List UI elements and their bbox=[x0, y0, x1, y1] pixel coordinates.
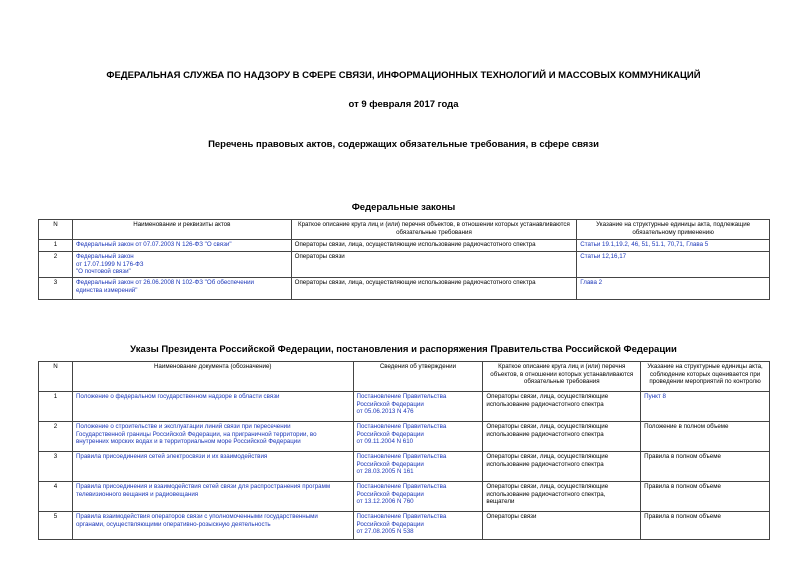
document-subject: Перечень правовых актов, содержащих обязательные требования, в сфере связи bbox=[208, 139, 599, 150]
act-link-line[interactable]: от 09.11.2004 N 610 bbox=[356, 438, 414, 446]
text-line: Операторы связи, лица, осуществляющие bbox=[486, 423, 609, 430]
text-line: использование радиочастотного спектра bbox=[486, 460, 604, 468]
act-link-line[interactable]: Федеральный закон от 07.07.2003 N 126-ФЗ "О связи" bbox=[75, 241, 232, 248]
act-link-line[interactable]: Постановление Правительства bbox=[356, 513, 447, 520]
row-number: 3 bbox=[39, 452, 73, 482]
structural-units bbox=[641, 512, 770, 540]
units-text: Правила в полном объеме bbox=[644, 453, 721, 460]
header-n: N bbox=[39, 220, 73, 240]
act-description: Операторы связи, лица, осуществляющие использование радиочастотного спектра bbox=[291, 278, 577, 300]
act-link-line[interactable]: Российской Федерации bbox=[356, 490, 424, 498]
document-name bbox=[72, 512, 353, 540]
agency-title: ФЕДЕРАЛЬНАЯ СЛУЖБА ПО НАДЗОРУ В СФЕРЕ СВЯЗИ, ИНФОРМАЦИОННЫХ ТЕХНОЛОГИЙ И МАССОВЫХ КОММУНИКАЦИЙ bbox=[106, 70, 701, 81]
document-date: от 9 февраля 2017 года bbox=[348, 99, 459, 110]
act-link-line[interactable]: телевизионного вещания и радиовещания bbox=[75, 490, 199, 498]
approval-info bbox=[353, 452, 483, 482]
row-number: 1 bbox=[39, 240, 73, 252]
units-link[interactable]: Статьи 12,16,17 bbox=[580, 253, 627, 260]
act-link-line[interactable]: внутренних морских водах и в территориальном море Российской Федерации bbox=[75, 438, 301, 446]
act-link-line[interactable]: Федеральный закон от 26.06.2008 N 102-ФЗ "Об обеспечении bbox=[75, 279, 254, 286]
act-link-line[interactable]: Российской Федерации bbox=[356, 430, 424, 438]
table-header-row bbox=[39, 362, 770, 392]
act-link-line[interactable]: от 13.12.2006 N 760 bbox=[356, 498, 414, 506]
row-number: 2 bbox=[39, 252, 73, 278]
units-link[interactable]: Глава 2 bbox=[580, 279, 603, 286]
text-line: Операторы связи, лица, осуществляющие bbox=[486, 393, 609, 400]
table-row bbox=[39, 252, 770, 278]
header-name: Наименование и реквизиты актов bbox=[72, 220, 291, 240]
federal-laws-table bbox=[38, 219, 770, 300]
act-link-line[interactable]: от 17.07.1999 N 176-ФЗ bbox=[75, 260, 144, 268]
approval-info bbox=[353, 482, 483, 512]
act-link-line[interactable]: Правила взаимодействия операторов связи с уполномоченными государственными bbox=[75, 513, 318, 520]
structural-units bbox=[641, 392, 770, 422]
text-line: использование радиочастотного спектра bbox=[486, 430, 604, 438]
document-name bbox=[72, 482, 353, 512]
act-link-line[interactable]: Положение о строительстве и эксплуатации линий связи при пересечении bbox=[75, 423, 291, 430]
act-units bbox=[577, 278, 770, 300]
act-link-line[interactable]: Постановление Правительства bbox=[356, 393, 447, 400]
table-row bbox=[39, 512, 770, 540]
act-description: Операторы связи bbox=[291, 252, 577, 278]
text-line: использование радиочастотного спектра bbox=[486, 400, 604, 408]
structural-units bbox=[641, 422, 770, 452]
act-link-line[interactable]: Государственной границы Российской Федерации, на приграничной территории, во bbox=[75, 430, 317, 438]
act-link-line[interactable]: Постановление Правительства bbox=[356, 423, 447, 430]
act-name bbox=[72, 252, 291, 278]
act-link-line[interactable]: органами, осуществляющими оперативно-розыскную деятельность bbox=[75, 520, 271, 528]
act-link-line[interactable]: "О почтовой связи" bbox=[75, 268, 131, 276]
document-name bbox=[72, 452, 353, 482]
act-link-line[interactable]: от 28.03.2005 N 161 bbox=[356, 468, 414, 476]
decrees-table bbox=[38, 361, 770, 540]
table-row bbox=[39, 422, 770, 452]
table-row bbox=[39, 240, 770, 252]
units-text: Правила в полном объеме bbox=[644, 513, 721, 520]
act-link-line[interactable]: Российской Федерации bbox=[356, 400, 424, 408]
act-link-line[interactable]: Российской Федерации bbox=[356, 520, 424, 528]
act-link-line[interactable]: Правила присоединения сетей электросвязи и их взаимодействия bbox=[75, 453, 268, 460]
act-link-line[interactable]: Постановление Правительства bbox=[356, 483, 447, 490]
units-link[interactable]: Пункт 8 bbox=[644, 393, 666, 400]
act-name bbox=[72, 240, 291, 252]
act-link-line[interactable]: от 27.08.2005 N 538 bbox=[356, 528, 414, 536]
text-line: использование радиочастотного спектра, bbox=[486, 490, 606, 498]
affected-parties bbox=[483, 482, 641, 512]
header-description: Краткое описание круга лиц и (или) перечня объектов, в отношении которых устанавливаются обязательные требования bbox=[483, 362, 641, 392]
units-text: Положение в полном объеме bbox=[644, 423, 729, 430]
approval-info bbox=[353, 422, 483, 452]
affected-parties bbox=[483, 452, 641, 482]
affected-parties bbox=[483, 392, 641, 422]
document-name bbox=[72, 422, 353, 452]
act-link-line[interactable]: Российской Федерации bbox=[356, 460, 424, 468]
text-line: Операторы связи bbox=[486, 513, 537, 520]
structural-units bbox=[641, 452, 770, 482]
affected-parties bbox=[483, 422, 641, 452]
approval-info bbox=[353, 512, 483, 540]
act-link-line[interactable]: Правила присоединения и взаимодействия сетей связи для распространения программ bbox=[75, 483, 331, 490]
act-name bbox=[72, 278, 291, 300]
text-line: Операторы связи, лица, осуществляющие bbox=[486, 453, 609, 460]
header-units: Указание на структурные единицы акта, соблюдение которых оценивается при проведении мероприятий по контролю bbox=[641, 362, 770, 392]
row-number: 1 bbox=[39, 392, 73, 422]
act-link-line[interactable]: единства измерений" bbox=[75, 286, 138, 294]
table-row bbox=[39, 482, 770, 512]
header-n: N bbox=[39, 362, 73, 392]
act-units bbox=[577, 240, 770, 252]
act-description: Операторы связи, лица, осуществляющие использование радиочастотного спектра bbox=[291, 240, 577, 252]
header-units: Указание на структурные единицы акта, подлежащие обязательному применению bbox=[577, 220, 770, 240]
row-number: 5 bbox=[39, 512, 73, 540]
approval-info bbox=[353, 392, 483, 422]
text-line: вещатели bbox=[486, 498, 515, 506]
act-link-line[interactable]: Федеральный закон bbox=[75, 253, 134, 260]
text-line: Операторы связи, лица, осуществляющие bbox=[486, 483, 609, 490]
table-header-row bbox=[39, 220, 770, 240]
structural-units bbox=[641, 482, 770, 512]
units-text: Правила в полном объеме bbox=[644, 483, 721, 490]
row-number: 4 bbox=[39, 482, 73, 512]
affected-parties bbox=[483, 512, 641, 540]
section-title-federal-laws: Федеральные законы bbox=[351, 202, 456, 213]
row-number: 2 bbox=[39, 422, 73, 452]
header-doc-name: Наименование документа (обозначение) bbox=[72, 362, 353, 392]
act-units bbox=[577, 252, 770, 278]
row-number: 3 bbox=[39, 278, 73, 300]
header-approval: Сведения об утверждении bbox=[353, 362, 483, 392]
document-name bbox=[72, 392, 353, 422]
header-description: Краткое описание круга лиц и (или) перечня объектов, в отношении которых устанавливаются обязательные требования bbox=[291, 220, 577, 240]
table-row bbox=[39, 278, 770, 300]
table-row bbox=[39, 392, 770, 422]
section-title-decrees: Указы Президента Российской Федерации, постановления и распоряжения Правительства Российской Федерации bbox=[130, 344, 677, 355]
act-link-line[interactable]: Положение о федеральном государственном надзоре в области связи bbox=[75, 393, 280, 400]
units-link[interactable]: Статьи 19.1,19.2, 46, 51, 51.1, 70,71, Глава 5 bbox=[580, 241, 709, 248]
act-link-line[interactable]: от 05.06.2013 N 476 bbox=[356, 408, 414, 416]
table-row bbox=[39, 452, 770, 482]
act-link-line[interactable]: Постановление Правительства bbox=[356, 453, 447, 460]
